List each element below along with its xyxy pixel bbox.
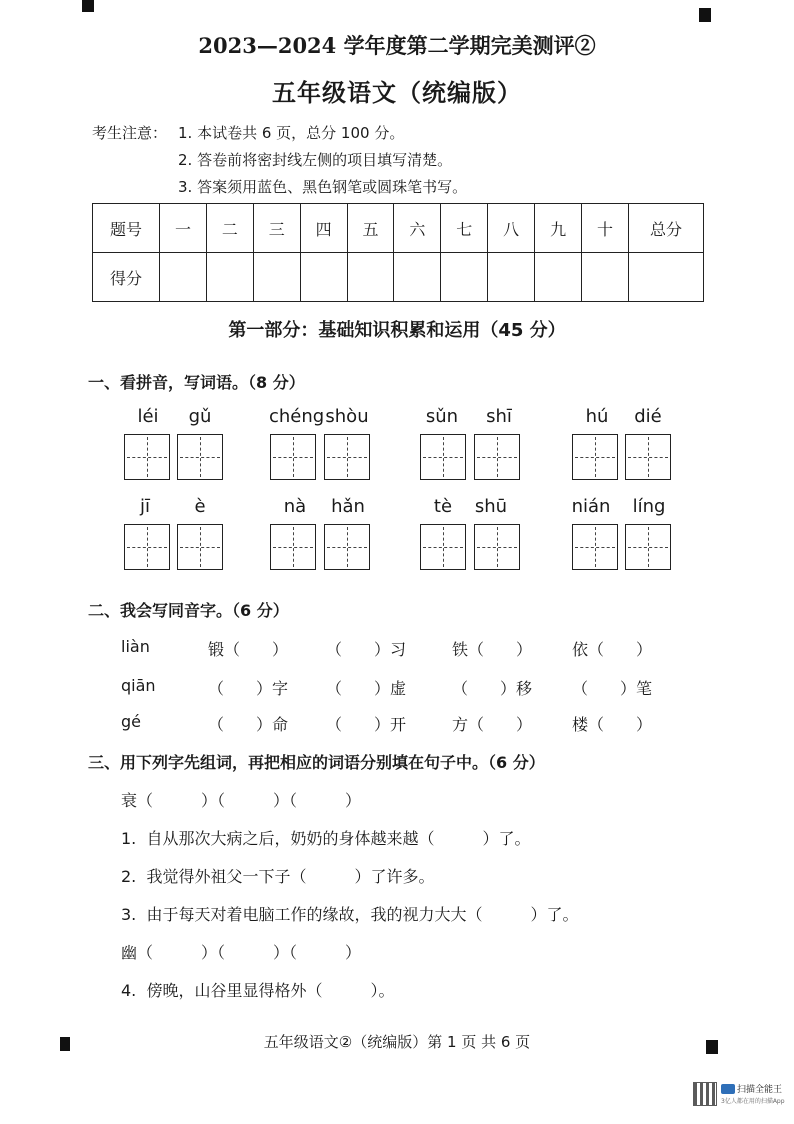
notes-label: 考生注意： [92, 124, 168, 142]
registration-mark [699, 8, 711, 22]
writing-grid-box[interactable] [474, 434, 520, 480]
watermark-brand: 扫描全能王 [737, 1085, 783, 1095]
pinyin: chéng [269, 406, 325, 427]
score-col-3: 三 [253, 204, 300, 253]
q2-blank[interactable]: （ ）虚 [326, 679, 407, 698]
scanner-watermark [693, 1082, 785, 1108]
score-col-2: 二 [206, 204, 253, 253]
score-table [92, 203, 704, 302]
score-col-1: 一 [160, 204, 207, 253]
q3-sentence[interactable]: 1. 自从那次大病之后，奶奶的身体越来越（ ）了。 [121, 829, 531, 848]
pinyin: hǎn [331, 496, 365, 517]
pinyin: hú [585, 406, 609, 427]
q2-pinyin: gé [121, 712, 141, 731]
note-item: 2. 答卷前将密封线左侧的项目填写清楚。 [178, 151, 453, 169]
writing-grid-box[interactable] [625, 434, 671, 480]
writing-grid-box[interactable] [572, 524, 618, 570]
q2-pinyin: liàn [121, 637, 150, 656]
q2-blank[interactable]: （ ）开 [326, 715, 407, 734]
score-cell [300, 253, 347, 302]
pinyin: gǔ [188, 406, 212, 427]
score-cell [160, 253, 207, 302]
writing-grid-box[interactable] [124, 524, 170, 570]
pinyin: nián [571, 496, 611, 517]
camscanner-logo-icon [721, 1084, 735, 1094]
writing-grid-box[interactable] [177, 524, 223, 570]
score-col-total: 总分 [629, 204, 704, 253]
q3-sentence[interactable]: 2. 我觉得外祖父一下子（ ）了许多。 [121, 867, 435, 886]
writing-grid-box[interactable] [420, 434, 466, 480]
pinyin: jī [139, 496, 150, 517]
part-one-heading: 第一部分：基础知识积累和运用（45 分） [228, 320, 566, 341]
score-col-10: 十 [582, 204, 629, 253]
score-cell [488, 253, 535, 302]
pinyin: shòu [325, 406, 369, 427]
score-cell [347, 253, 394, 302]
writing-grid-box[interactable] [420, 524, 466, 570]
writing-grid-box[interactable] [324, 434, 370, 480]
writing-grid-box[interactable] [177, 434, 223, 480]
q3-word-group-line[interactable]: 幽（ ）（ ）（ ） [121, 943, 362, 962]
question-2-heading: 二、我会写同音字。（6 分） [88, 601, 289, 620]
score-cell [394, 253, 441, 302]
q3-sentence[interactable]: 3. 由于每天对着电脑工作的缘故，我的视力大大（ ）了。 [121, 905, 579, 924]
pinyin: tè [433, 496, 453, 517]
pinyin: shū [474, 496, 508, 517]
q3-word-group-line[interactable]: 衰（ ）（ ）（ ） [121, 791, 362, 810]
score-cell [253, 253, 300, 302]
q2-blank[interactable]: 方（ ） [452, 715, 533, 734]
score-table-header-label: 题号 [93, 204, 160, 253]
writing-grid-box[interactable] [474, 524, 520, 570]
writing-grid-box[interactable] [572, 434, 618, 480]
score-col-6: 六 [394, 204, 441, 253]
question-1-heading: 一、看拼音，写词语。（8 分） [88, 373, 305, 392]
writing-grid-box[interactable] [625, 524, 671, 570]
score-cell [441, 253, 488, 302]
pinyin: líng [632, 496, 666, 517]
q2-blank[interactable]: 楼（ ） [572, 715, 653, 734]
score-table-row-label: 得分 [93, 253, 160, 302]
q2-blank[interactable]: （ ）笔 [572, 679, 653, 698]
score-cell [582, 253, 629, 302]
question-3-heading: 三、用下列字先组词，再把相应的词语分别填在句子中。（6 分） [88, 753, 545, 772]
q2-blank[interactable]: 锻（ ） [208, 640, 289, 659]
pinyin: è [194, 496, 206, 517]
registration-mark [82, 0, 94, 12]
q2-blank[interactable]: （ ）字 [208, 679, 289, 698]
score-cell [629, 253, 704, 302]
q2-pinyin: qiān [121, 676, 156, 695]
exam-notes [92, 120, 467, 201]
writing-grid-box[interactable] [324, 524, 370, 570]
score-col-4: 四 [300, 204, 347, 253]
pinyin: léi [137, 406, 159, 427]
score-cell [206, 253, 253, 302]
q3-sentence[interactable]: 4. 傍晚，山谷里显得格外（ ）。 [121, 981, 395, 1000]
pinyin: sǔn [425, 406, 459, 427]
score-col-8: 八 [488, 204, 535, 253]
pinyin: nà [283, 496, 307, 517]
note-item: 1. 本试卷共 6 页，总分 100 分。 [178, 124, 405, 142]
qr-code-icon [693, 1082, 717, 1106]
q2-blank[interactable]: （ ）移 [452, 679, 533, 698]
writing-grid-box[interactable] [270, 434, 316, 480]
score-col-5: 五 [347, 204, 394, 253]
score-col-9: 九 [535, 204, 582, 253]
pinyin: dié [634, 406, 662, 427]
pinyin: shī [486, 406, 512, 427]
writing-grid-box[interactable] [124, 434, 170, 480]
q2-blank[interactable]: （ ）命 [208, 715, 289, 734]
exam-title: 2023—2024 学年度第二学期完美测评② [198, 33, 596, 58]
page-footer: 五年级语文②（统编版）第 1 页 共 6 页 [263, 1033, 531, 1051]
q2-blank[interactable]: （ ）习 [326, 640, 407, 659]
note-item: 3. 答案须用蓝色、黑色钢笔或圆珠笔书写。 [178, 178, 468, 196]
exam-subtitle: 五年级语文（统编版） [272, 79, 522, 107]
q2-blank[interactable]: 依（ ） [572, 640, 653, 659]
writing-grid-box[interactable] [270, 524, 316, 570]
q2-blank[interactable]: 铁（ ） [452, 640, 533, 659]
watermark-tagline: 3亿人都在用的扫描App [721, 1098, 785, 1105]
score-cell [535, 253, 582, 302]
score-col-7: 七 [441, 204, 488, 253]
